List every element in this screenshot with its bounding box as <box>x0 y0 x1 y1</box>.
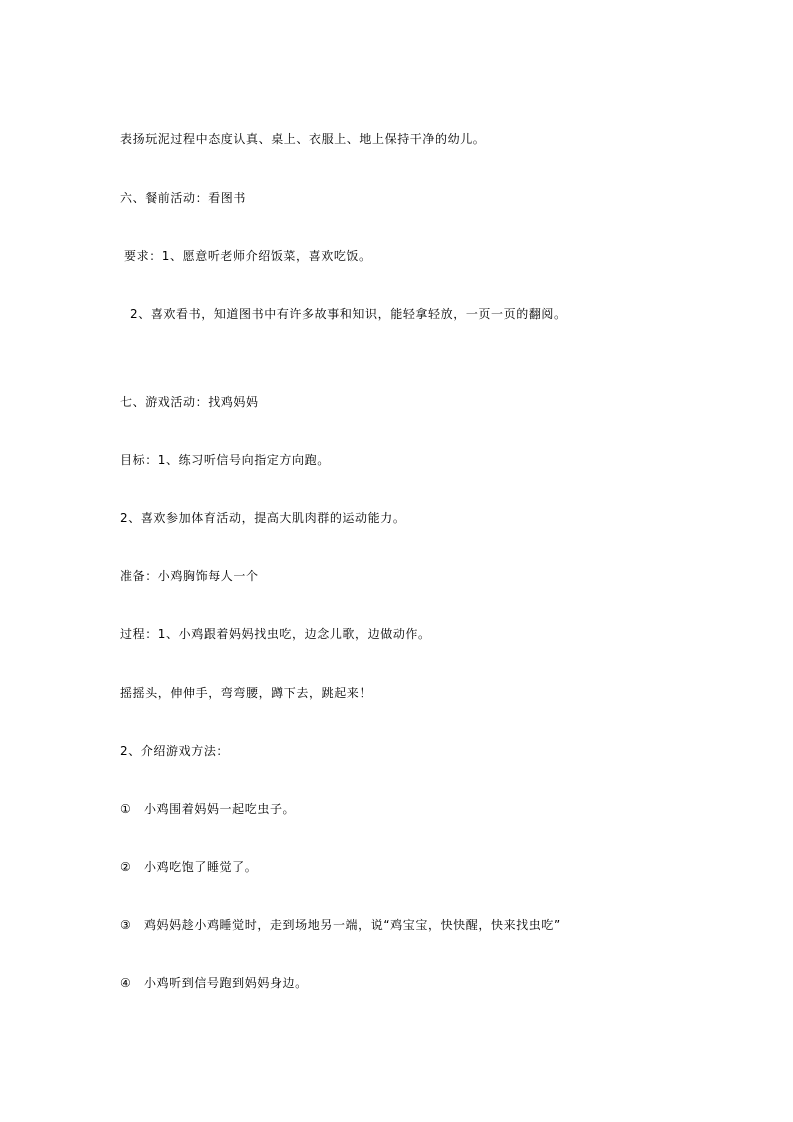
process-1: 过程：1、小鸡跟着妈妈找虫吃，边念儿歌，边做动作。 <box>120 627 431 641</box>
game-step-4: ④ 小鸡听到信号跑到妈妈身边。 <box>120 976 308 990</box>
section-six-heading: 六、餐前活动：看图书 <box>120 191 247 205</box>
nursery-rhyme: 摇摇头，伸伸手，弯弯腰，蹲下去，跳起来！ <box>120 686 373 700</box>
goal-2: 2、喜欢参加体育活动，提高大肌肉群的运动能力。 <box>120 511 406 525</box>
requirement-1: 要求：1、愿意听老师介绍饭菜，喜欢吃饭。 <box>124 249 372 263</box>
game-step-1: ① 小鸡围着妈妈一起吃虫子。 <box>120 802 296 816</box>
preparation: 准备：小鸡胸饰每人一个 <box>120 569 259 583</box>
praise-paragraph: 表扬玩泥过程中态度认真、桌上、衣服上、地上保持干净的幼儿。 <box>120 132 486 146</box>
goal-1: 目标：1、练习听信号向指定方向跑。 <box>120 453 330 467</box>
requirement-2: 2、喜欢看书，知道图书中有许多故事和知识，能轻拿轻放，一页一页的翻阅。 <box>130 307 567 321</box>
section-seven-heading: 七、游戏活动：找鸡妈妈 <box>120 395 259 409</box>
process-2: 2、介绍游戏方法： <box>120 744 230 758</box>
game-step-2: ② 小鸡吃饱了睡觉了。 <box>120 860 258 874</box>
game-step-3: ③ 鸡妈妈趁小鸡睡觉时，走到场地另一端，说“鸡宝宝，快快醒，快来找虫吃” <box>120 918 561 932</box>
